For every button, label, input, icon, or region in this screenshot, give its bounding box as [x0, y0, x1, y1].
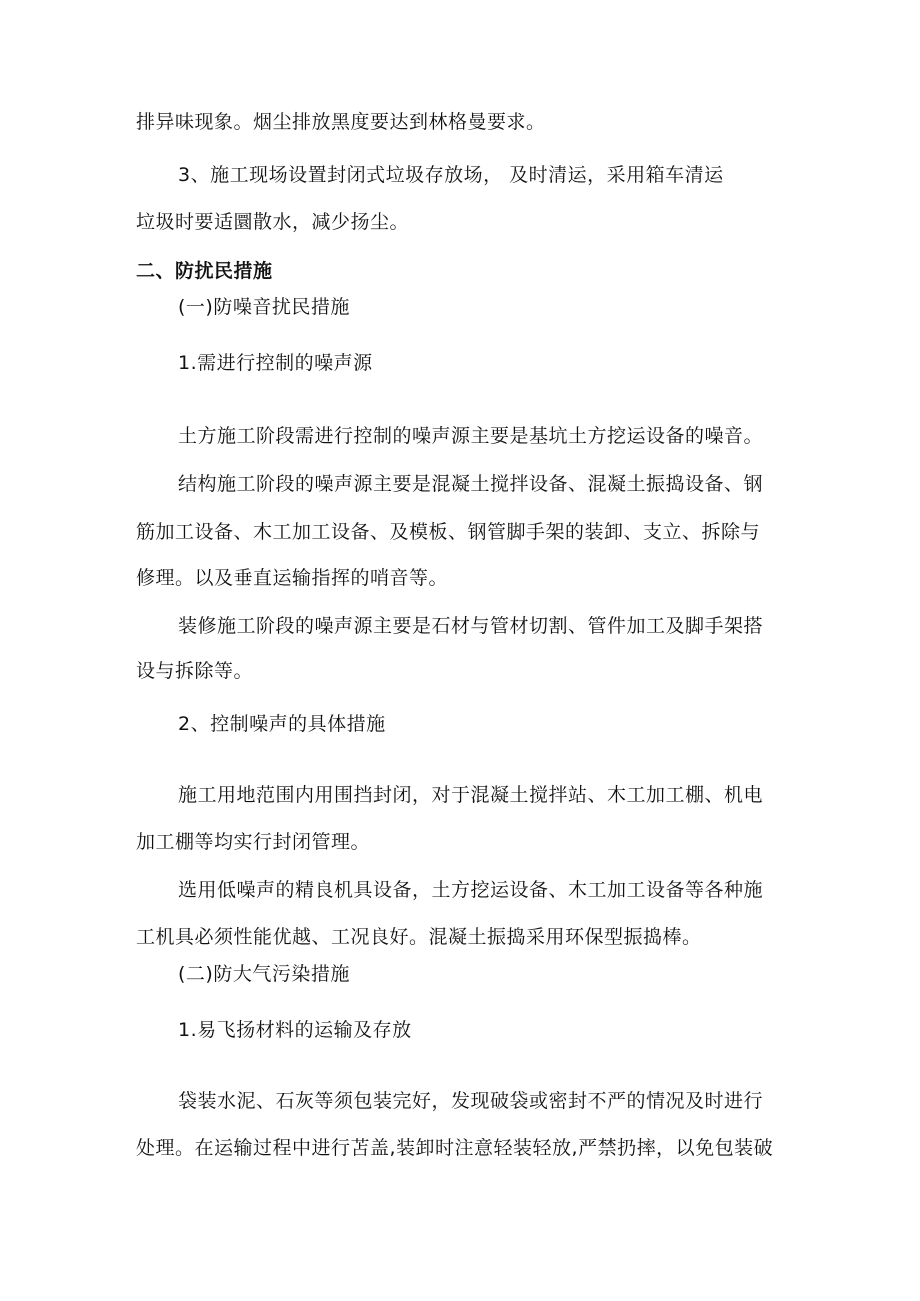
- item-heading: 2、控制噪声的具体措施: [178, 713, 386, 735]
- item-heading: 1.需进行控制的噪声源: [178, 352, 373, 374]
- text-line: 工机具必须性能优越、工况良好。混凝土振捣采用环保型振捣棒。: [136, 926, 702, 948]
- text-line: 加工棚等均实行封闭管理。: [136, 831, 371, 853]
- text-line: 处理。在运输过程中进行苫盖,装卸时注意轻装轻放,严禁扔摔，以免包装破: [136, 1137, 774, 1159]
- subsection-heading: (一)防噪音扰民措施: [178, 296, 350, 318]
- section-heading: 二、防扰民措施: [136, 260, 273, 282]
- text-line: 筋加工设备、木工加工设备、及模板、钢管脚手架的装卸、支立、拆除与: [136, 521, 761, 543]
- text-line: 施工用地范围内用围挡封闭，对于混凝土搅拌站、木工加工棚、机电: [178, 784, 764, 806]
- item-heading: 1.易飞扬材料的运输及存放: [178, 1019, 412, 1041]
- text-line: 排异味现象。烟尘排放黑度要达到林格曼要求。: [136, 111, 546, 133]
- text-line: 结构施工阶段的噪声源主要是混凝土搅拌设备、混凝土振捣设备、钢: [178, 473, 764, 495]
- text-line: 垃圾时要适圜散水，减少扬尘。: [136, 211, 410, 233]
- text-line: 土方施工阶段需进行控制的噪声源主要是基坑土方挖运设备的噪音。: [178, 425, 764, 447]
- text-line: 3、施工现场设置封闭式垃圾存放场， 及时清运，采用箱车清运: [178, 164, 724, 186]
- text-line: 设与拆除等。: [136, 660, 254, 682]
- text-line: 选用低噪声的精良机具设备，土方挖运设备、木工加工设备等各种施: [178, 879, 764, 901]
- text-line: 修理。以及垂直运输指挥的哨音等。: [136, 567, 449, 589]
- subsection-heading: (二)防大气污染措施: [178, 963, 350, 985]
- text-line: 装修施工阶段的噪声源主要是石材与管材切割、管件加工及脚手架搭: [178, 615, 764, 637]
- text-line: 袋装水泥、石灰等须包装完好，发现破袋或密封不严的情况及时进行: [178, 1090, 764, 1112]
